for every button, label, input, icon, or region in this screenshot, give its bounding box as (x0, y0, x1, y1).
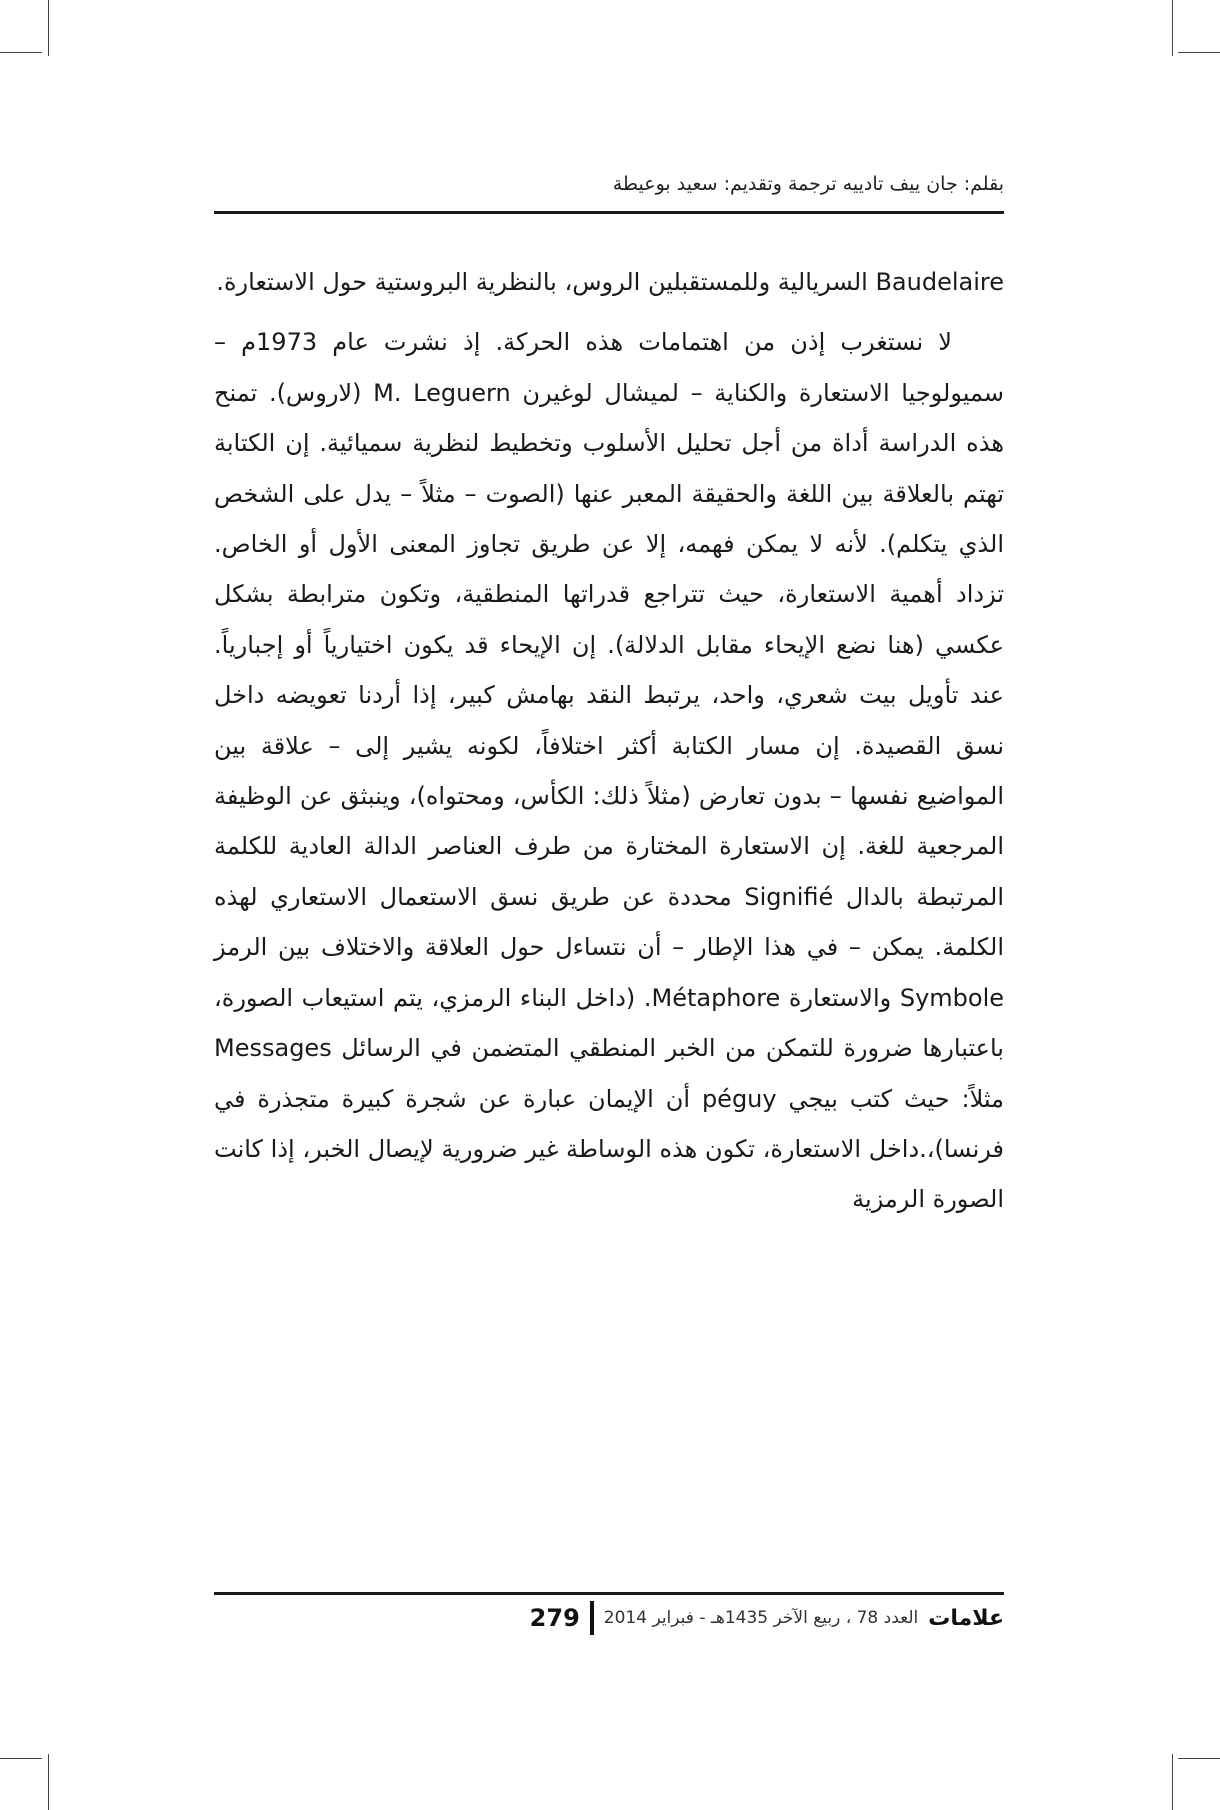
crop-mark (0, 1758, 42, 1759)
crop-mark (1172, 1754, 1173, 1810)
running-head: بقلم: جان ييف تادييه ترجمة وتقديم: سعيد بوعيطة (612, 173, 1004, 195)
page-number: 279 (529, 1604, 580, 1632)
crop-mark (1172, 0, 1173, 56)
crop-mark (48, 0, 49, 56)
crop-mark (1178, 1758, 1220, 1759)
paragraph: Baudelaire السريالية وللمستقبلين الروس، بالنظرية البروستية حول الاستعارة. (216, 268, 1004, 296)
journal-logo: علامات (928, 1605, 1004, 1631)
footer-rule (214, 1592, 1004, 1595)
header-rule (214, 211, 1004, 214)
crop-mark (48, 1754, 49, 1810)
crop-mark (1178, 52, 1220, 53)
article-body (214, 257, 1004, 1577)
page-footer (214, 1598, 1004, 1638)
crop-mark (0, 52, 42, 53)
issue-info: العدد 78 ، ربيع الآخر 1435هـ - فبراير 2014 (603, 1608, 919, 1628)
footer-separator (590, 1601, 594, 1635)
paragraph: لا نستغرب إذن من اهتمامات هذه الحركة. إذ نشرت عام 1973م – سميولوجيا الاستعارة والكناية – لميشال لوغيرن M. Leguern (لاروس). تمنح هذه الدراسة أداة من أجل تحليل الأسلوب وتخطيط لنظرية سميائية. إن الكتابة تهتم بالعلاقة بين اللغة والحقيقة المعبر عنها (الصوت – مثلاً – يدل على الشخص الذي يتكلم). لأنه لا يمكن فهمه، إلا عن طريق تجاوز المعنى الأول أو الخاص. تزداد أهمية الاستعارة، حيث تتراجع قدراتها المنطقية، وتكون مترابطة بشكل عكسي (هنا نضع الإيحاء مقابل الدلالة). إن الإيحاء قد يكون اختيارياً أو إجبارياً. عند تأويل بيت شعري، واحد، يرتبط النقد بهامش كبير، إذا أردنا تعويضه داخل نسق القصيدة. إن مسار الكتابة أكثر اختلافاً، لكونه يشير إلى – علاقة بين المواضيع نفسها – بدون تعارض (مثلاً ذلك: الكأس، ومحتواه)، وينبثق عن الوظيفة المرجعية للغة. إن الاستعارة المختارة من طرف العناصر الدالة العادية للكلمة المرتبطة بالدال Signifié محددة عن طريق نسق الاستعمال الاستعاري لهذه الكلمة. يمكن – في هذا الإطار – أن نتساءل حول العلاقة والاختلاف بين الرمز Symbole والاستعارة Métaphore. (داخل البناء الرمزي، يتم استيعاب الصورة، باعتبارها ضرورة للتمكن من الخبر المنطقي المتضمن في الرسائل Messages مثلاً: حيث كتب بيجي péguy أن الإيمان عبارة عن شجرة كبيرة متجذرة في فرنسا)،.داخل الاستعارة، تكون هذه الوساطة غير ضرورية لإيصال الخبر، إذا كانت الصورة الرمزية (214, 328, 1005, 1214)
